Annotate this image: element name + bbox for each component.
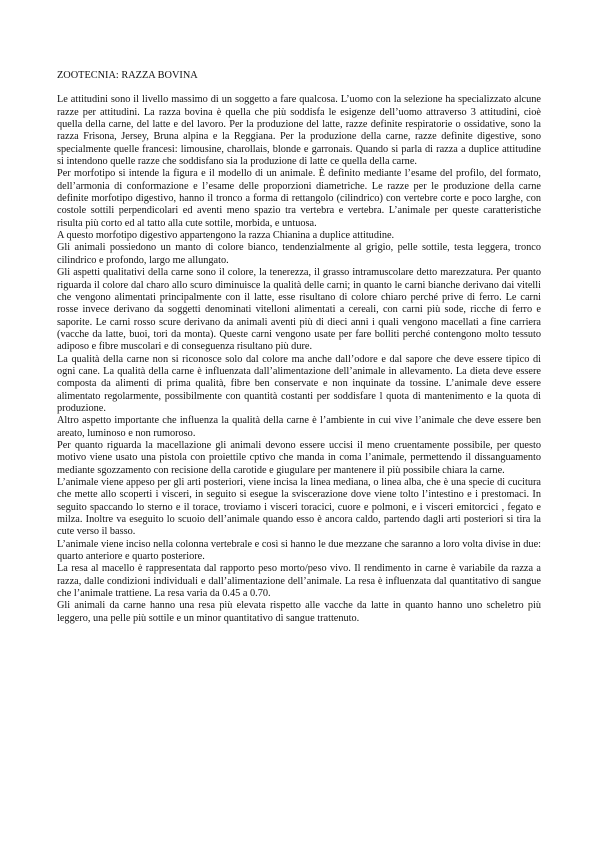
paragraph-attitudini: Le attitudini sono il livello massimo di un soggetto a fare qualcosa. L’uomo con la selezione ha specializzato alcune razze per attitudini. La razza bovina è quella che più soddisfa le esigenze dell’uomo attraverso 3 attitudini, cioè quella della carne, del latte e del lavoro. Per la produzione del latte, razze definite respiratorie o ossidative, sono la razza Frisona, Jersey, Bruna alpina e la Reggiana. Per la produzione della carne, razze definite digestive, sono specialmente quelle francesi: limousine, charollais, blonde e garronais. Quando si parla di razza a duplice attitudine si intendono quelle razze che soddisfano sia la produzione di latte ce quella della carne. — [57, 94, 541, 168]
paragraph-sviscerazione: L’animale viene appeso per gli arti posteriori, viene incisa la linea mediana, o linea alba, che è una specie di cucitura che mette allo scoperti i visceri, in seguito si esegue la sviscerazione dove viene tolto l’intestino e i prestomaci. In seguito spaccando lo sterno e il torace, troviamo i visceri toracici, cuore e polmoni, e i visceri emitorcici , fegato e milza. Inoltre va eseguito lo scuoio dell’animale quando esso è ancora caldo, partendo dagli arti posteriori si tira la cute verso il basso. — [57, 477, 541, 538]
document-title: ZOOTECNIA: RAZZA BOVINA — [57, 70, 198, 81]
paragraph-qualita-colore: Gli aspetti qualitativi della carne sono il colore, la tenerezza, il grasso intramuscolare detto marezzatura. Per quanto riguarda il colore dal charo allo scuro diminuisce la qualità delle carni; in quanto le carni bianche derivano dai vitelli che vengono alimentati principalmente con il latte, esse risultano di colore chiaro perché prive di ferro. Le carni rosse invece derivano da soggetti denominati vitelloni alimentati a cereali, con carni più sode, ricche di ferro e saporite. Le carni rosso scure derivano da animali aventi più di dieci anni i quali vengono macellati a fine carriera (vacche da latte, buoi, tori da monta). Queste carni vengono usate per fare bolliti perché contengono molto tessuto adiposo e fibre muscolari e di conseguenza risultano più dure. — [57, 267, 541, 353]
paragraph-animali-carne: Gli animali da carne hanno una resa più elevata rispetto alle vacche da latte in quanto hanno uno scheletro più leggero, una pelle più sottile e un minor quantitativo di sangue trattenuto. — [57, 600, 541, 624]
paragraph-resa: La resa al macello è rappresentata dal rapporto peso morto/peso vivo. Il rendimento in carne è variabile da razza a razza, dalle condizioni individuali e dall’alimentazione dell’animale. La resa è influenzata dal quantitativo di sangue che l’animale trattiene. La resa varia da 0.45 a 0.70. — [57, 563, 541, 600]
paragraph-mezzane: L’animale viene inciso nella colonna vertebrale e così si hanno le due mezzane che saranno a loro volta divise in due: quarto anteriore e quarto posteriore. — [57, 538, 541, 563]
paragraph-ambiente: Altro aspetto importante che influenza la qualità della carne è l’ambiente in cui vive l’animale che deve essere ben areato, luminoso e non rumoroso. — [57, 415, 541, 439]
paragraph-morfotipo: Per morfotipo si intende la figura e il modello di un animale. È definito mediante l’esame del profilo, del formato, dell’armonia di conformazione e l’esame delle proporzioni diametriche. Le razze per le produzione della carne definite morfotipo digestivo, hanno il tronco a forma di rettangolo (cilindrico) con vertebre corte e poco larghe, con costole sottili perpendicolari ed aventi meno spazio tra vertebra e vertebra. L’animale per queste caratteristiche risulta più corto ed al tatto alla cute sottile, morbida, e untuosa. — [57, 168, 541, 229]
paragraph-manto: Gli animali possiedono un manto di colore bianco, tendenzialmente al grigio, pelle sottile, testa leggera, tronco cilindrico e profondo, largo me allungato. — [57, 242, 541, 266]
document-page — [57, 70, 541, 625]
paragraph-chianina: A questo morfotipo digestivo appartengono la razza Chianina a duplice attitudine. — [57, 230, 395, 242]
paragraph-qualita-alimentazione: La qualità della carne non si riconosce solo dal colore ma anche dall’odore e dal sapore che deve essere tipico di ogni cane. La qualità della carne è influenzata dall’alimentazione dell’animale in allevamento. La dieta deve essere composta da alimenti di prima qualità, fibre ben conservate e non inquinate da tossine. L’animale deve essere alimentato regolarmente, possibilmente con quantità costanti per soddisfare l quota di mantenimento e la quota di produzione. — [57, 353, 541, 414]
paragraph-macellazione: Per quanto riguarda la macellazione gli animali devono essere uccisi il meno cruentamente possibile, per questo motivo viene usato una pistola con proiettile cptivo che manda in coma l’animale, permettendo il dissanguamento mediante sgozzamento con recisione della carotide e giugulare per mantenere il più possibile chiara la carne. — [57, 439, 541, 476]
